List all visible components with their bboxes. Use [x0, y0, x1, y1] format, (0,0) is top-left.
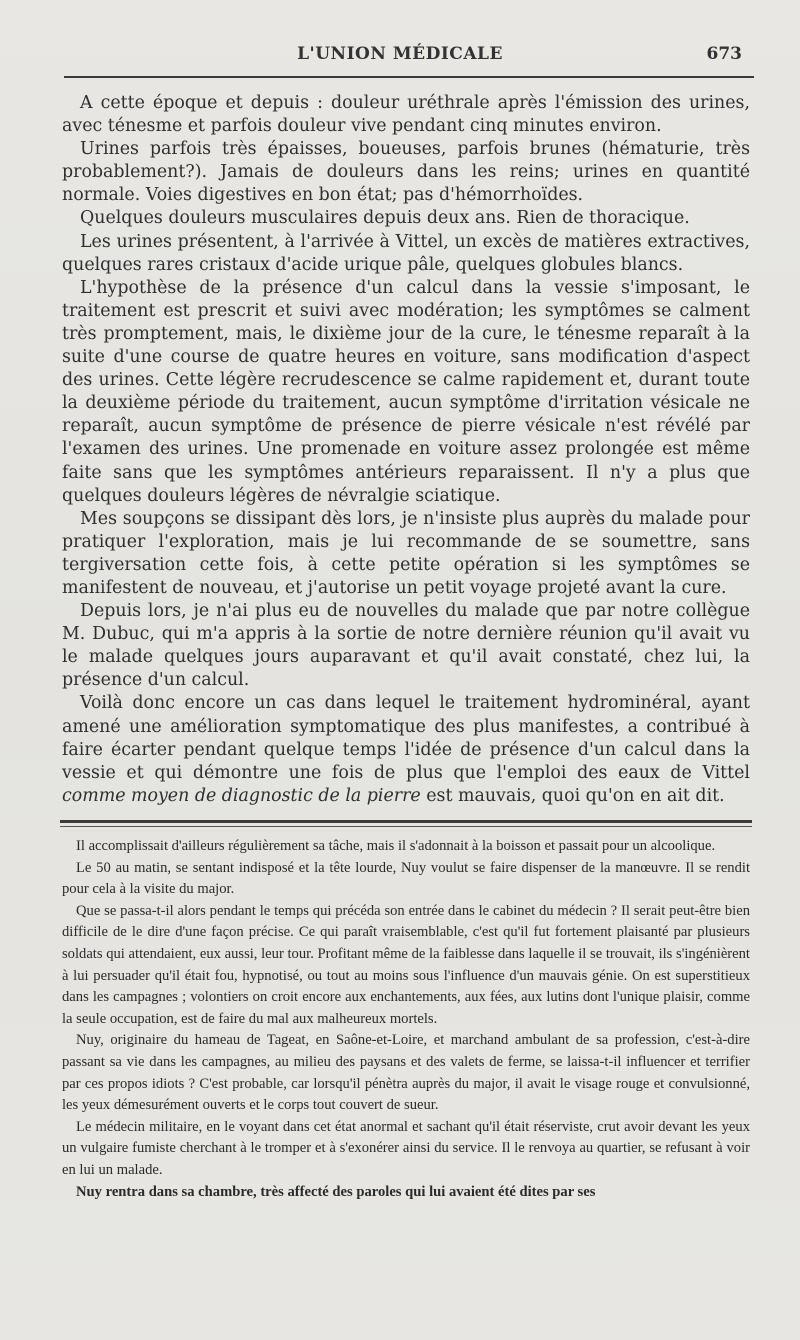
footnote-text: [62, 836, 750, 1203]
paragraph: A cette époque et depuis : douleur uréthrale après l'émission des urines, avec ténesme et parfois douleur vive pendant cinq minutes environ.: [62, 93, 750, 137]
paragraph: Urines parfois très épaisses, boueuses, parfois brunes (hématurie, très probablement?). Jamais de douleurs dans les reins; urines en quantité normale. Voies digestives en bon état; pas d'hémorrhoïdes.: [62, 139, 750, 206]
paragraph: Depuis lors, je n'ai plus eu de nouvelles du malade que par notre collègue M. Dubuc, qui m'a appris à la sortie de notre dernière réunion qu'il avait vu le malade quelques jours auparavant et qu'il avait constaté, chez lui, la présence d'un calcul.: [62, 601, 750, 691]
running-title: L'UNION MÉDICALE: [297, 44, 503, 64]
footnote-paragraph: Nuy, originaire du hameau de Tageat, en Saône-et-Loire, et marchand ambulant de sa profession, c'est-à-dire passant sa vie dans les campagnes, au milieu des paysans et des valets de ferme, se laissa-t-il influencer et terrifier par ces propos idiots ? C'est probable, car lorsqu'il pénètra auprès du major, il avait le visage rouge et convulsionné, les yeux démesurément ouverts et le corps tout couvert de sueur.: [62, 1032, 750, 1114]
footnote-paragraph: Nuy rentra dans sa chambre, très affecté des paroles qui lui avaient été dites par ses: [76, 1183, 596, 1200]
italic-phrase: comme moyen de diagnostic de la pierre: [62, 785, 421, 806]
paragraph-conclusion: [62, 692, 750, 807]
footnote-paragraph: Que se passa-t-il alors pendant le temps qui précéda son entrée dans le cabinet du médecin ? Il serait peut-être bien difficile de le dire d'une façon précise. Ce qui paraît vraisemblable, c'est qu'il fut fortement plaisanté par plusieurs soldats qui attendaient, eux aussi, leur tour. Profitant même de la faiblesse dans laquelle il se trouvait, ils s'ingénièrent à lui persuader qu'il était fou, hypnotisé, ou tout au moins sous l'influence d'un mauvais génie. On est superstitieux dans les campagnes ; volontiers on croit encore aux enchantements, aux fées, aux lutins dont l'unique plaisir, comme la seule occupation, est de faire du mal aux malheureux mortels.: [62, 902, 750, 1027]
text-run: est mauvais, quoi qu'on en ait dit.: [426, 785, 725, 806]
paragraph: Les urines présentent, à l'arrivée à Vittel, un excès de matières extractives, quelques rares cristaux d'acide urique pâle, quelques globules blancs.: [62, 231, 750, 275]
page-number: 673: [706, 44, 742, 64]
main-text: [62, 92, 750, 808]
footnote-paragraph: Il accomplissait d'ailleurs régulièrement sa tâche, mais il s'adonnait à la boisson et passait pour un alcoolique.: [76, 838, 716, 854]
footnote-paragraph: Le médecin militaire, en le voyant dans cet état anormal et sachant qu'il était réserviste, crut avoir devant les yeux un vulgaire fumiste cherchant à le tromper et à s'exonérer ainsi du service. Il le renvoya au quartier, se refusant à voir en lui un malade.: [62, 1118, 750, 1178]
paragraph: Mes soupçons se dissipant dès lors, je n'insiste plus auprès du malade pour pratiquer l'exploration, mais je lui recommande de se soumettre, sans tergiversation cette fois, à cette petite opération si les symptômes se manifestent de nouveau, et j'autorise un petit voyage projeté avant la cure.: [62, 508, 750, 598]
footnote-rule: [60, 820, 752, 823]
text-run: Voilà donc encore un cas dans lequel le traitement hydrominéral, ayant amené une amélioration symptomatique des plus manifestes, a contribué à faire écarter pendant quelque temps l'idée de présence d'un calcul dans la vessie et qui démontre une fois de plus que l'emploi des eaux de Vittel: [62, 693, 750, 783]
footnote-paragraph: Le 50 au matin, se sentant indisposé et la tête lourde, Nuy voulut se faire dispenser de la manœuvre. Il se rendit pour cela à la visite du major.: [62, 859, 750, 898]
header-rule: [64, 76, 754, 78]
paragraph: L'hypothèse de la présence d'un calcul dans la vessie s'imposant, le traitement est prescrit et suivi avec modération; les symptômes se calment très promptement, mais, le dixième jour de la cure, le ténesme reparaît à la suite d'une course de quatre heures en voiture, sans modification d'aspect des urines. Cette légère recrudescence se calme rapidement et, durant toute la deuxième période du traitement, aucun symptôme d'irritation vésicale ne reparaît, aucun symptôme de présence de pierre vésicale n'est révélé par l'examen des urines. Une promenade en voiture assez prolongée est même faite sans que les symptômes antérieurs reparaissent. Il n'y a plus que quelques douleurs légères de névralgie sciatique.: [62, 277, 750, 506]
footnote-rule-thin: [60, 826, 752, 827]
paragraph: Quelques douleurs musculaires depuis deux ans. Rien de thoracique.: [80, 208, 690, 229]
page-header: [0, 44, 800, 74]
